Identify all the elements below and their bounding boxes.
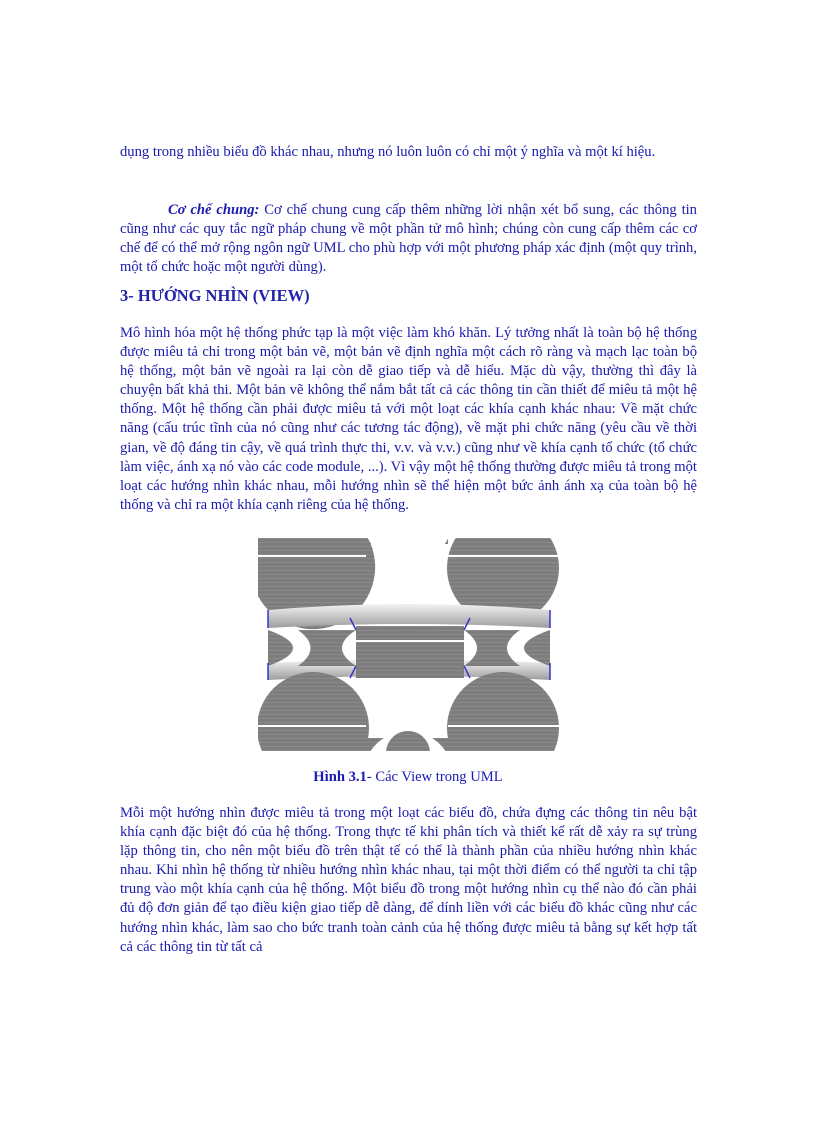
section-heading: 3- HƯỚNG NHÌN (VIEW) [120,286,310,305]
figure-caption [0,769,816,786]
paragraph-text: Cơ chế chung cung cấp thêm những lời nhận xét bổ sung, các thông tin cũng như các quy tắc ngữ pháp chung về một phần tử mô hình; chúng còn cung cấp thêm các cơ chế để có thể mở rộng ngôn ngữ UML cho phù hợp với một phương pháp xác định (một quy trình, một tổ chức hoặc một người dùng). [120,202,697,276]
uml-views-figure [258,538,559,751]
figure-caption-text: - Các View trong UML [366,769,503,785]
paragraph: Mỗi một hướng nhìn được miêu tả trong một loạt các biểu đồ, chứa đựng các thông tin nêu bật khía cạnh đặc biệt đó của hệ thống. Trong thực tế khi phân tích và thiết kế rất dễ xảy ra sự trùng lặp thông tin, cho nên một biểu đồ trên thật tế có thể là thành phần của nhiều hướng nhìn khác nhau. Khi nhìn hệ thống từ nhiều hướng nhìn khác nhau, tại một thời điểm có thể người ta chỉ tập trung vào một khía cạnh của hệ thống. Một biểu đồ trong một hướng nhìn cụ thể nào đó cần phải đủ độ đơn giản để tạo điều kiện giao tiếp dễ dàng, để dính liền với các biểu đồ khác cũng như các hướng nhìn khác, làm sao cho bức tranh toàn cảnh của hệ thống được miêu tả bằng sự kết hợp tất cả các thông tin từ tất cả [120,805,697,955]
paragraph: Mô hình hóa một hệ thống phức tạp là một việc làm khó khăn. Lý tưởng nhất là toàn bộ hệ thống được miêu tả chỉ trong một bản vẽ, một bản vẽ định nghĩa một cách rõ ràng và mạch lạc toàn bộ hệ thống, một bản vẽ ngoài ra lại còn dễ giao tiếp và dễ hiểu. Mặc dù vậy, thường thì đây là chuyện bất khả thi. Một bản vẽ không thể nắm bắt tất cả các thông tin cần thiết để miêu tả một hệ thống. Một hệ thống cần phải được miêu tả với một loạt các khía cạnh khác nhau: Về mặt chức năng (cấu trúc tĩnh của nó cũng như các tương tác động), về mặt phi chức năng (yêu cầu về thời gian, về độ đáng tin cậy, về quá trình thực thi, v.v. và v.v.) cũng như về khía cạnh tổ chức (tổ chức làm việc, ánh xạ nó vào các code module, ...). Vì vậy một hệ thống thường được miêu tả trong một loạt các hướng nhìn khác nhau, mỗi hướng nhìn sẽ thể hiện một bức ảnh ánh xạ của toàn bộ hệ thống và chỉ ra một khía cạnh riêng của hệ thống. [120,325,697,513]
paragraph: dụng trong nhiều biểu đồ khác nhau, nhưng nó luôn luôn có chỉ một ý nghĩa và một kí hiệu. [120,144,656,160]
paragraph-common-mechanisms [120,201,697,277]
term-label: Cơ chế chung: [168,202,260,218]
figure-number: Hình 3.1 [313,769,367,785]
uml-views-illustration [258,538,559,751]
